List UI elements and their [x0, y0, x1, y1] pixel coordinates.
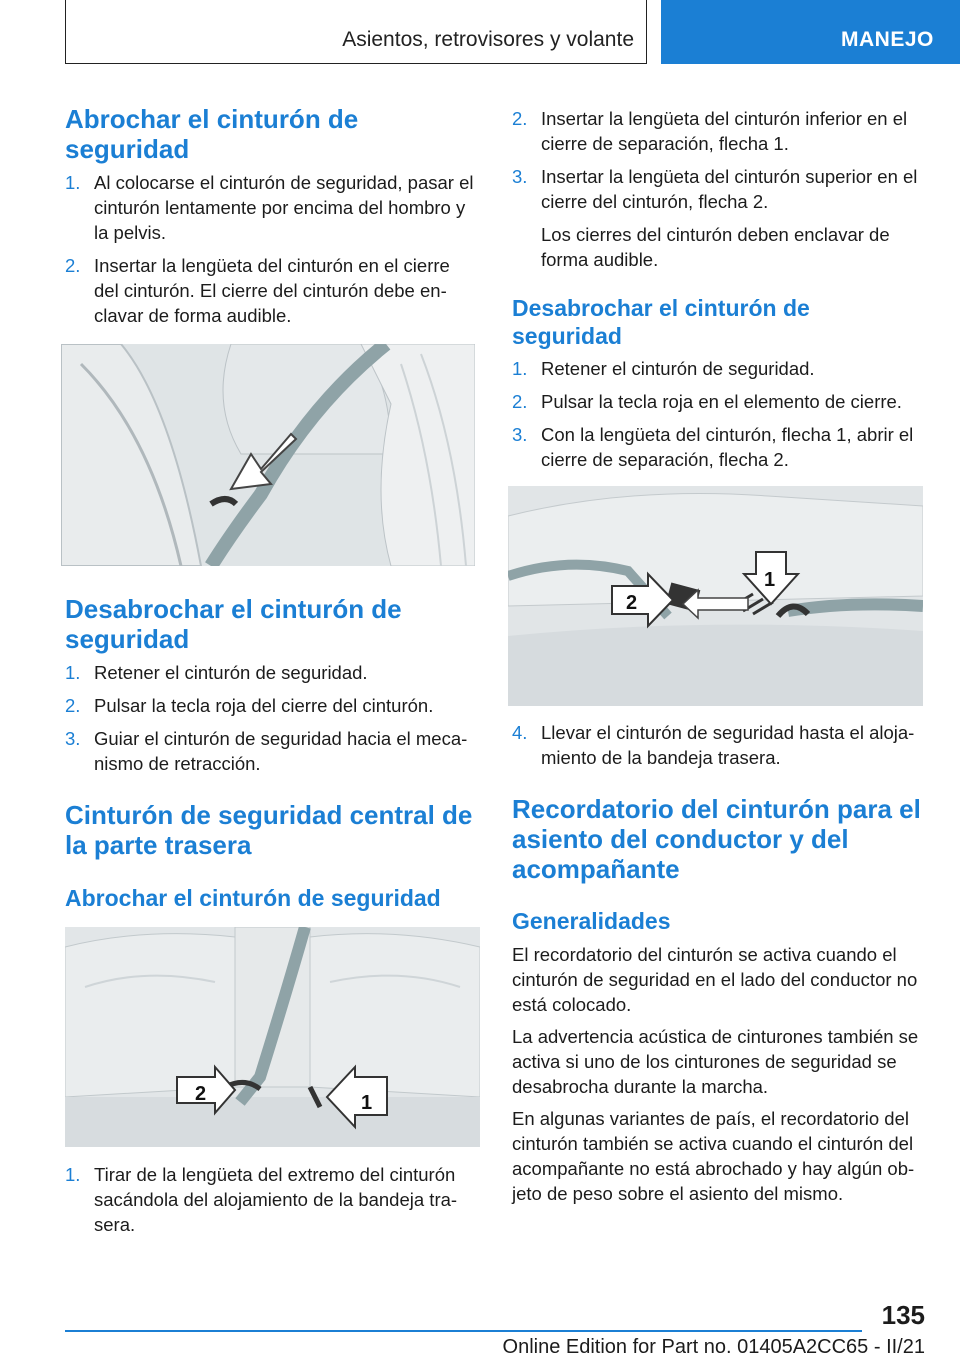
list-item: 1. Al colocarse el cinturón de seguridad, pasar el cinturón lentamente por encima del hombro y la pelvis.	[65, 172, 474, 243]
fasten-steps	[65, 170, 475, 336]
header-chapter-tab	[661, 0, 960, 64]
figure-callout: 2	[626, 592, 638, 614]
list-item: 2. Pulsar la tecla roja del cierre del cinturón.	[65, 695, 434, 716]
rear-fasten-steps-right	[512, 106, 927, 280]
figure-callout: 1	[361, 1092, 373, 1114]
footer-divider	[65, 1330, 862, 1332]
figure-callout: 1	[764, 569, 776, 591]
page-header	[0, 0, 960, 66]
heading-belt-reminder: Recordatorio del cinturón para el asiento del conductor y del acompañante	[512, 794, 921, 884]
unfasten-steps	[65, 660, 475, 784]
heading-rear-unfasten-belt: Desabrochar el cinturón de seguridad	[512, 295, 810, 349]
header-chapter-label: MANEJO	[841, 28, 934, 51]
list-item: 3. Insertar la lengüeta del cinturón superior en el cierre del cinturón, flecha 2. Los cierres del cinturón deben enclavar de forma audible.	[512, 166, 918, 270]
rear-unfasten-steps	[512, 356, 927, 480]
subheading-general: Generalidades	[512, 908, 671, 934]
list-item: 3. Guiar el cinturón de seguridad hacia el mecanismo de retracción.	[65, 728, 468, 774]
figure-rear-center-belt-release	[508, 486, 923, 706]
figure-rear-center-belt-fasten	[65, 927, 480, 1147]
heading-fasten-belt: Abrochar el cinturón de seguridad	[65, 104, 359, 164]
list-item: 2. Insertar la lengüeta del cinturón inferior en el cierre de separación, flecha 1.	[512, 108, 908, 154]
subheading-fasten-belt: Abrochar el cinturón de seguridad	[65, 885, 441, 911]
rear-fasten-steps-left	[65, 1162, 475, 1245]
paragraph-reminder-passenger: En algunas variantes de país, el recordatorio del cinturón también se activa cuando el cinturón del acompañante no está abrochado y hay algún objeto de peso sobre el asiento del mismo.	[512, 1108, 915, 1204]
header-section-title: Asientos, retrovisores y volante	[342, 28, 634, 51]
page-number: 135	[881, 1300, 925, 1330]
paragraph-reminder-general: El recordatorio del cinturón se activa cuando el cinturón de seguridad en el lado del conductor no está colocado.	[512, 944, 918, 1015]
list-item: 1. Retener el cinturón de seguridad.	[512, 358, 815, 379]
figure-callout: 2	[195, 1083, 207, 1105]
list-item: 4. Llevar el cinturón de seguridad hasta el alojamiento de la bandeja trasera.	[512, 722, 915, 768]
list-item: 1. Retener el cinturón de seguridad.	[65, 662, 368, 683]
list-item: 1. Tirar de la lengüeta del extremo del cinturón sacándola del alojamiento de la bandeja trasera.	[65, 1164, 458, 1235]
paragraph-reminder-acoustic: La advertencia acústica de cinturones también se activa si uno de los cinturones de seguridad se desabrocha durante la marcha.	[512, 1026, 919, 1097]
heading-rear-center-belt: Cinturón de seguridad central de la parte trasera	[65, 800, 473, 860]
rear-stow-steps	[512, 720, 927, 778]
figure-front-seat-belt-buckle	[61, 344, 475, 566]
list-item: 2. Pulsar la tecla roja en el elemento de cierre.	[512, 391, 902, 412]
header-section-box	[65, 0, 647, 64]
edition-note: Online Edition for Part no. 01405A2CC65 - II/21	[502, 1336, 925, 1358]
list-item: 3. Con la lengüeta del cinturón, flecha 1, abrir el cierre de separación, flecha 2.	[512, 424, 914, 470]
heading-unfasten-belt: Desabrochar el cinturón de seguridad	[65, 594, 402, 654]
list-item: 2. Insertar la lengüeta del cinturón en el cierre del cinturón. El cierre del cinturón debe enclavar de forma audible.	[65, 255, 450, 326]
